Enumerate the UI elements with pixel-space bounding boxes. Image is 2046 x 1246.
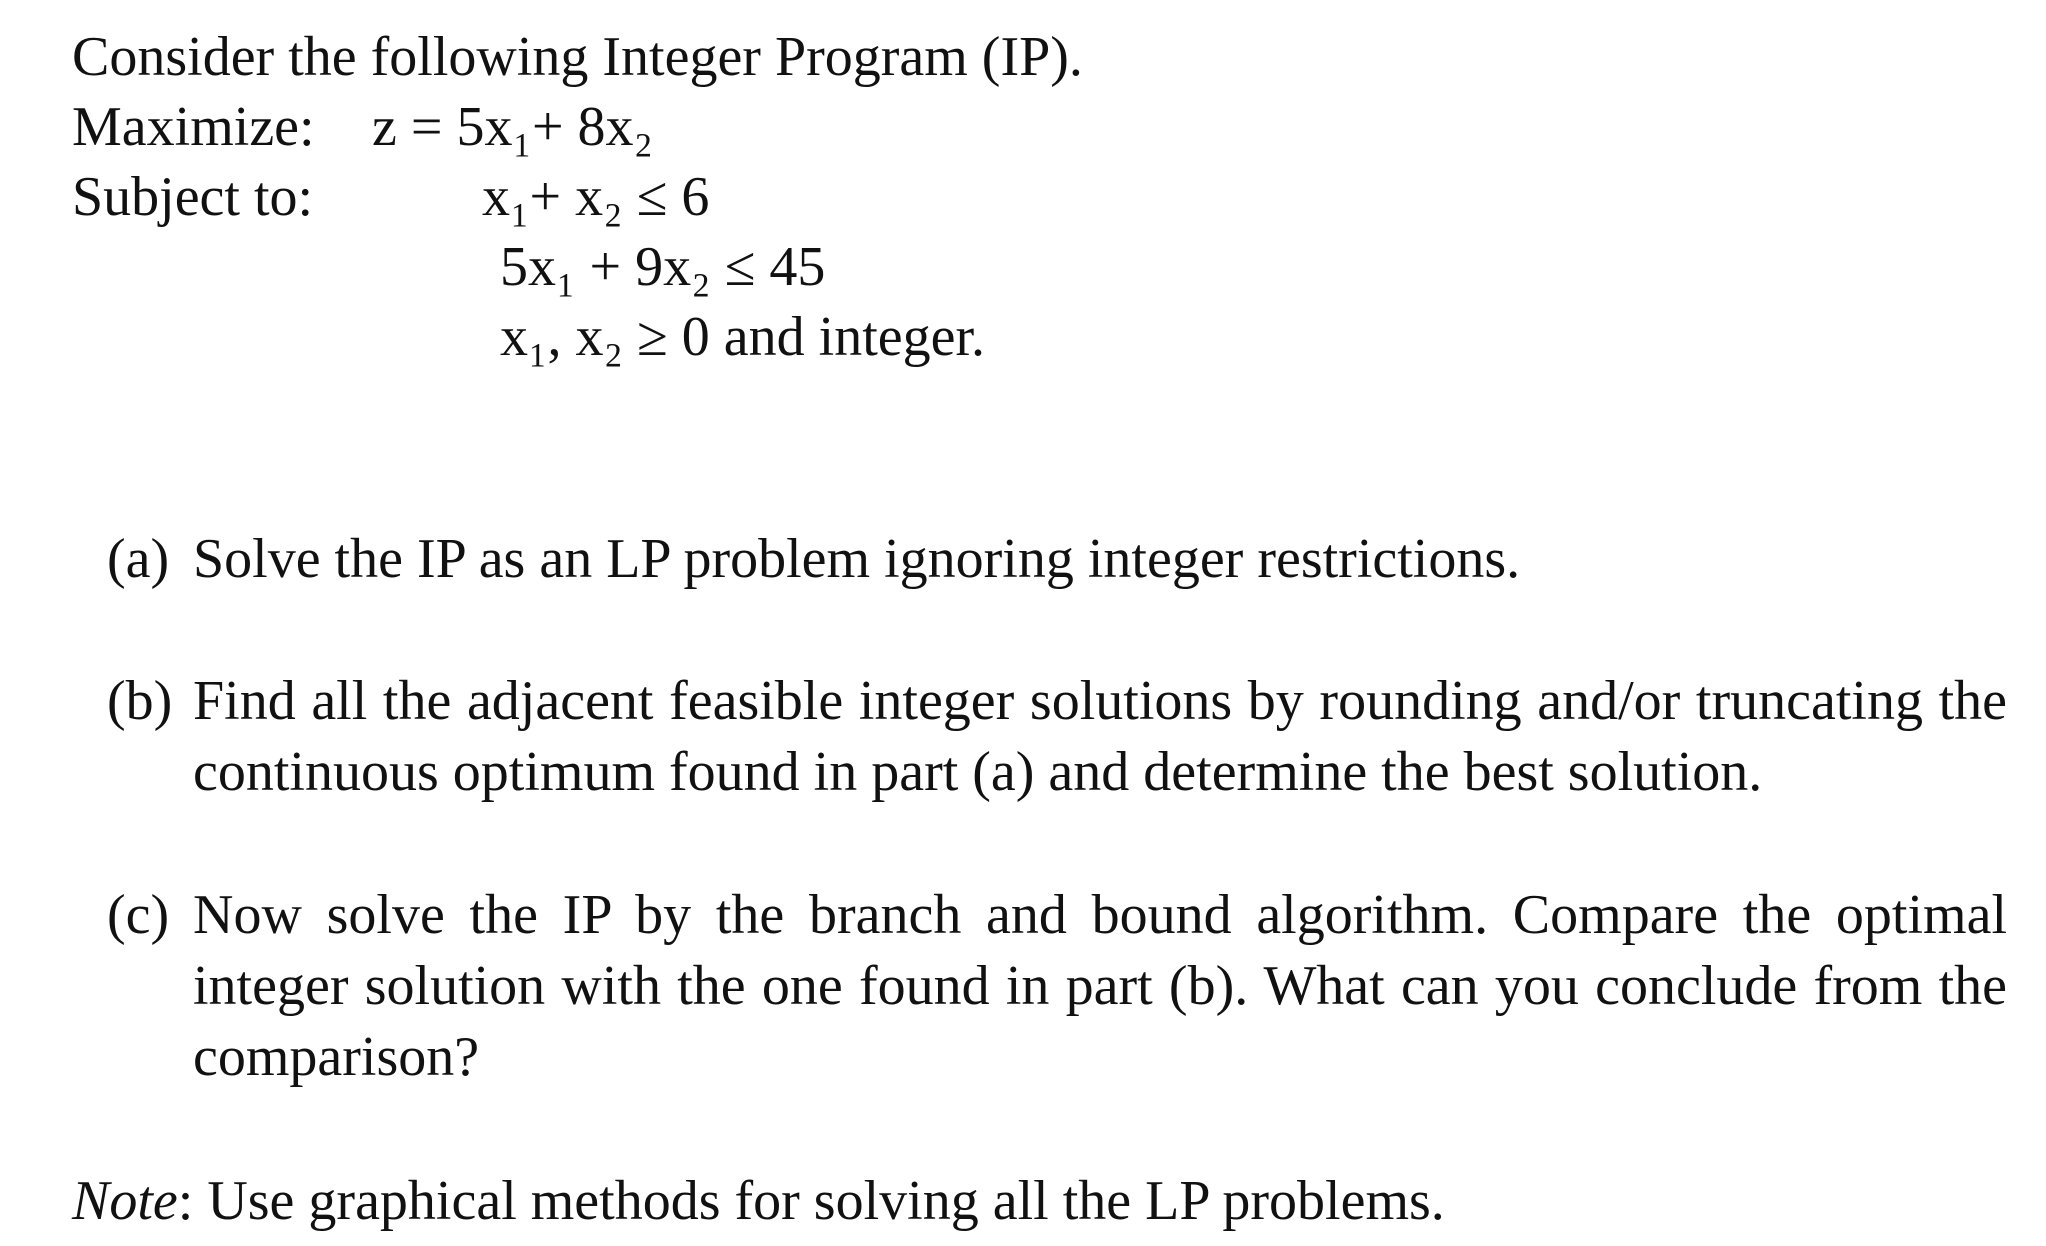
part-b-marker: (b) (107, 670, 173, 732)
part-c-text: Now solve the IP by the branch and bound algorithm. Compare the optimal integer solution with the one found in part (b). What can you conclude from the comparison? (193, 884, 2007, 1088)
constraint-1: x₁+ x₂ ≤ 6 (482, 166, 710, 228)
part-c-marker: (c) (107, 884, 170, 946)
constraint-2: 5x₁ + 9x₂ ≤ 45 (500, 236, 826, 298)
part-a (107, 524, 2007, 595)
part-b-text: Find all the adjacent feasible integer solutions by rounding and/or truncating the continuous optimum found in part (a) and determine the best solution. (193, 670, 2007, 803)
intro-text: Consider the following Integer Program (IP). (72, 26, 1083, 88)
constraint-3: x₁, x₂ ≥ 0 and integer. (500, 306, 986, 368)
note-label: Note (72, 1170, 178, 1232)
part-c (107, 880, 2007, 1093)
part-a-text: Solve the IP as an LP problem ignoring integer restrictions. (193, 528, 1521, 590)
note (72, 1166, 1445, 1236)
note-text: : Use graphical methods for solving all the LP problems. (177, 1170, 1445, 1232)
part-a-marker: (a) (107, 528, 170, 590)
part-b (107, 666, 2007, 808)
objective-expression: z = 5x₁+ 8x₂ (372, 96, 654, 158)
objective-label: Maximize: (72, 96, 315, 158)
subject-to-label: Subject to: (72, 166, 314, 228)
